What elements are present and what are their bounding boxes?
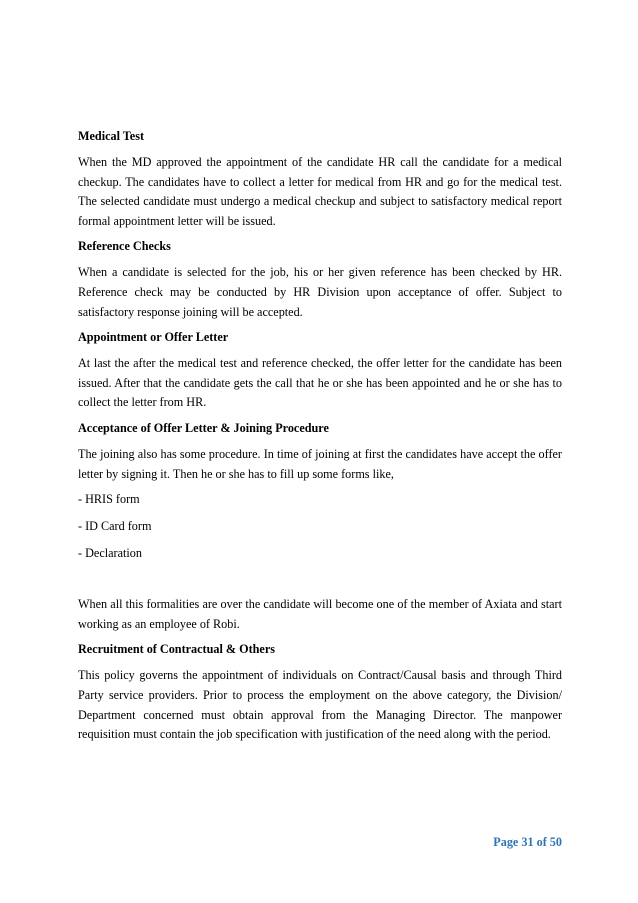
reference-checks-heading: Reference Checks [78,239,171,254]
page-number: Page 31 of 50 [493,835,562,849]
list-item: - Declaration [78,546,142,561]
joining-procedure-heading: Acceptance of Offer Letter & Joining Procedure [78,420,329,435]
medical-test-heading: Medical Test [78,129,145,143]
joining-procedure-paragraph: The joining also has some procedure. In time of joining at first the candidates have accept the offer letter by signing it. Then he or she has to fill up some forms like, [78,446,562,481]
contractual-recruitment-paragraph: This policy governs the appointment of individuals on Contract/Causal basis and through Third Party service providers. Prior to process the employment on the above category, the Division/ Department concerned must obtain approval from the Managing Director. The manpower requisition must contain the job specification with justification of the need along with the period. [78,668,562,742]
medical-test-paragraph: When the MD approved the appointment of the candidate HR call the candidate for a medical checkup. The candidates have to collect a letter for medical from HR and go for the medical test. The selected candidate must undergo a medical checkup and subject to satisfactory medical report formal appointment letter will be issued. [78,155,562,228]
contractual-recruitment-heading: Recruitment of Contractual & Others [78,642,275,657]
reference-checks-paragraph: When a candidate is selected for the job, his or her given reference has been checked by HR. Reference check may be conducted by HR Division upon acceptance of offer. Subject to satisfactory response joining will be accepted. [78,265,562,319]
joining-closing-paragraph: When all this formalities are over the candidate will become one of the member of Axiata and start working as an employee of Robi. [78,597,562,631]
spacer [78,572,562,595]
offer-letter-heading: Appointment or Offer Letter [78,330,229,345]
list-item: - ID Card form [78,519,152,534]
document-page [78,128,562,752]
list-item: - HRIS form [78,492,140,507]
offer-letter-paragraph: At last the after the medical test and reference checked, the offer letter for the candidate has been issued. After that the candidate gets the call that he or she has been appointed and he or she has to collect the letter from HR. [78,356,562,410]
